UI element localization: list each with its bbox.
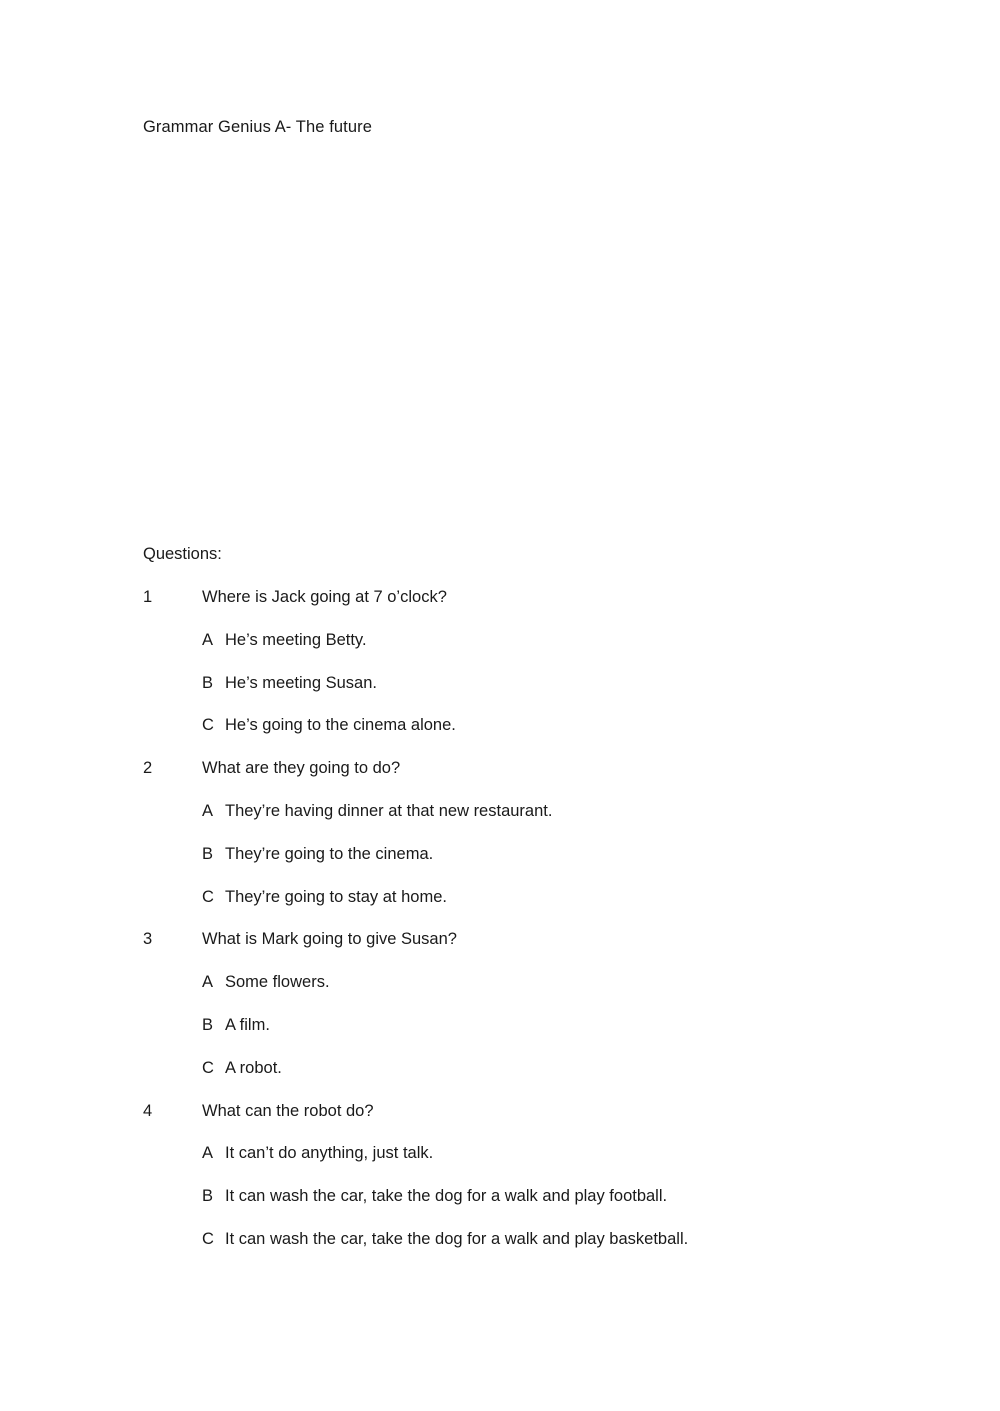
answer-option-c[interactable]	[143, 716, 943, 759]
question-row	[143, 1102, 943, 1145]
option-text: They’re going to stay at home.	[225, 887, 447, 906]
option-letter: C	[202, 887, 214, 906]
question-number: 2	[143, 759, 153, 778]
option-text: It can’t do anything, just talk.	[225, 1144, 434, 1163]
question-list	[143, 588, 943, 1273]
question-number: 3	[143, 930, 153, 949]
answer-option-b[interactable]	[143, 1016, 943, 1059]
answer-option-b[interactable]	[143, 845, 943, 888]
question-text: What are they going to do?	[202, 759, 401, 778]
option-text: Some flowers.	[225, 973, 330, 992]
question-text: What is Mark going to give Susan?	[202, 930, 457, 949]
question-4	[143, 1102, 943, 1273]
option-letter: C	[202, 1058, 214, 1077]
answer-option-a[interactable]	[143, 802, 943, 845]
answer-option-b[interactable]	[143, 674, 943, 717]
option-letter: A	[202, 630, 214, 649]
answer-option-c[interactable]	[143, 888, 943, 931]
answer-option-a[interactable]	[143, 631, 943, 674]
option-letter: A	[202, 973, 214, 992]
question-text: What can the robot do?	[202, 1101, 374, 1120]
option-text: A robot.	[225, 1058, 282, 1077]
option-letter: C	[202, 716, 214, 735]
answer-option-a[interactable]	[143, 1144, 943, 1187]
answer-option-b[interactable]	[143, 1187, 943, 1230]
question-row	[143, 588, 943, 631]
option-letter: A	[202, 1144, 214, 1163]
option-text: They’re going to the cinema.	[225, 844, 434, 863]
option-letter: C	[202, 1229, 214, 1248]
option-letter: B	[202, 1187, 214, 1206]
option-text: He’s meeting Betty.	[225, 630, 367, 649]
questions-heading: Questions:	[143, 545, 222, 563]
question-row	[143, 759, 943, 802]
option-text: It can wash the car, take the dog for a walk and play football.	[225, 1187, 668, 1206]
page-title: Grammar Genius A- The future	[143, 118, 372, 136]
option-letter: B	[202, 673, 214, 692]
question-number: 4	[143, 1101, 153, 1120]
answer-option-c[interactable]	[143, 1230, 943, 1273]
option-text: He’s meeting Susan.	[225, 673, 377, 692]
option-letter: B	[202, 1015, 214, 1034]
question-2	[143, 759, 943, 930]
answer-option-a[interactable]	[143, 973, 943, 1016]
question-row	[143, 930, 943, 973]
question-1	[143, 588, 943, 759]
question-3	[143, 930, 943, 1101]
option-letter: A	[202, 801, 214, 820]
option-text: It can wash the car, take the dog for a walk and play basketball.	[225, 1229, 689, 1248]
question-number: 1	[143, 588, 153, 606]
option-text: He’s going to the cinema alone.	[225, 716, 456, 735]
question-text: Where is Jack going at 7 o’clock?	[202, 588, 447, 606]
option-letter: B	[202, 844, 214, 863]
option-text: A film.	[225, 1015, 270, 1034]
answer-option-c[interactable]	[143, 1059, 943, 1102]
option-text: They’re having dinner at that new restaurant.	[225, 801, 553, 820]
